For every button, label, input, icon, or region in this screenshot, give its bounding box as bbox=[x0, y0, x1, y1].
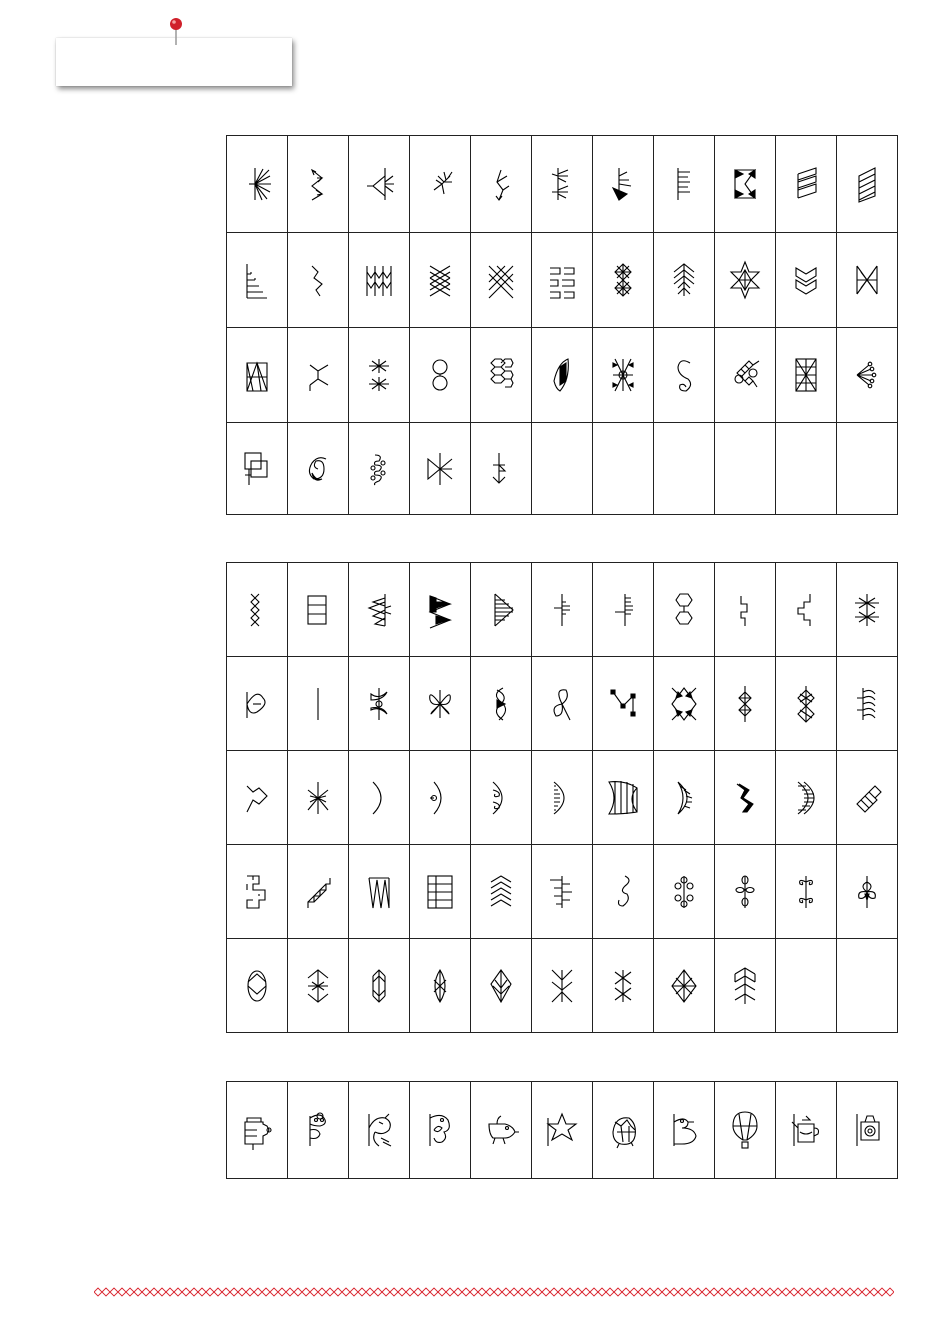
stitch-cell bbox=[410, 328, 471, 423]
triangle-ladder-stitch-icon bbox=[239, 353, 275, 397]
stitch-cell bbox=[471, 939, 532, 1033]
stitch-cell bbox=[532, 136, 593, 233]
stitch-cell bbox=[288, 939, 349, 1033]
stitch-cell bbox=[288, 845, 349, 939]
stitch-cell bbox=[288, 328, 349, 423]
stepped-triangle-stitch-icon bbox=[788, 162, 824, 206]
triangle-arrow-stitch-icon bbox=[361, 162, 397, 206]
flower-chain-stitch-icon bbox=[727, 870, 763, 914]
stitch-cell bbox=[715, 328, 776, 423]
bird-stitch-icon bbox=[483, 1108, 519, 1152]
branch-comb-stitch-icon bbox=[544, 870, 580, 914]
stitch-cell bbox=[837, 1082, 898, 1179]
stitch-cell bbox=[837, 233, 898, 328]
chevron-stack-stitch-icon bbox=[788, 258, 824, 302]
empty-cell bbox=[837, 423, 898, 515]
diamond-chain-stitch-icon bbox=[239, 588, 275, 632]
stitch-cell bbox=[532, 328, 593, 423]
stitch-cell bbox=[471, 751, 532, 845]
stitch-row bbox=[227, 233, 898, 328]
stitch-cell bbox=[349, 939, 410, 1033]
empty-cell bbox=[776, 939, 837, 1033]
star-stitch-icon bbox=[544, 1108, 580, 1152]
crescent-satin-stitch-icon bbox=[666, 776, 702, 820]
window-grid-stitch-icon bbox=[788, 353, 824, 397]
scroll-pair-stitch-icon bbox=[788, 870, 824, 914]
stitch-cell bbox=[837, 563, 898, 657]
stitch-cell bbox=[837, 845, 898, 939]
stitch-cell bbox=[227, 1082, 288, 1179]
bowtie-triangle-stitch-icon bbox=[422, 447, 458, 491]
stitch-cell bbox=[471, 845, 532, 939]
squirrel-stitch-icon bbox=[361, 1108, 397, 1152]
empty-cell bbox=[715, 423, 776, 515]
arc-ladder-stitch-icon bbox=[788, 776, 824, 820]
stitch-cell bbox=[227, 233, 288, 328]
lattice-diamond-stitch-icon bbox=[483, 258, 519, 302]
stitch-row bbox=[227, 845, 898, 939]
stitch-cell bbox=[410, 563, 471, 657]
stitch-cell bbox=[654, 939, 715, 1033]
teapot-stitch-icon bbox=[788, 1108, 824, 1152]
scroll-swirl-stitch-icon bbox=[361, 447, 397, 491]
stitch-cell bbox=[532, 939, 593, 1033]
camera-stitch-icon bbox=[849, 1108, 885, 1152]
decorative-border-stitch bbox=[94, 1286, 894, 1298]
stitch-cell bbox=[349, 423, 410, 515]
stepped-bars-stitch-icon bbox=[239, 258, 275, 302]
stitch-cell bbox=[227, 563, 288, 657]
stitch-cell bbox=[837, 328, 898, 423]
straight-line-stitch-icon bbox=[300, 682, 336, 726]
stitch-cell bbox=[288, 751, 349, 845]
stitch-cell bbox=[837, 657, 898, 751]
filled-arrow-stitch-icon bbox=[605, 162, 641, 206]
stitch-cell bbox=[654, 845, 715, 939]
stitch-cell bbox=[349, 563, 410, 657]
stitch-cell bbox=[227, 136, 288, 233]
feather-branch-stitch-icon bbox=[422, 162, 458, 206]
stitch-cell bbox=[837, 136, 898, 233]
stitch-cell bbox=[532, 845, 593, 939]
stitch-cell bbox=[776, 751, 837, 845]
stitch-cell bbox=[227, 657, 288, 751]
stitch-cell bbox=[593, 845, 654, 939]
elephant-stitch-icon bbox=[422, 1108, 458, 1152]
satin-triangle-stitch-icon bbox=[727, 162, 763, 206]
stitch-cell bbox=[288, 233, 349, 328]
pushpin-icon bbox=[166, 16, 186, 48]
diamond-spine-stitch-icon bbox=[788, 682, 824, 726]
stitch-cell bbox=[471, 136, 532, 233]
stitch-cell bbox=[715, 751, 776, 845]
stitch-cell bbox=[593, 751, 654, 845]
stitch-cell bbox=[471, 657, 532, 751]
stitch-cell bbox=[593, 136, 654, 233]
stitch-cell bbox=[410, 939, 471, 1033]
diamond-tie-stitch-icon bbox=[727, 682, 763, 726]
figure-eight-stitch-icon bbox=[483, 682, 519, 726]
chevron-tree-stitch-icon bbox=[666, 258, 702, 302]
fan-burst-stitch-icon bbox=[239, 162, 275, 206]
double-burst-stitch-icon bbox=[361, 353, 397, 397]
overlap-squares-stitch-icon bbox=[239, 447, 275, 491]
stitch-table-1 bbox=[226, 135, 898, 515]
stitch-cell bbox=[715, 845, 776, 939]
brick-wave-stitch-icon bbox=[544, 258, 580, 302]
snowflake-stitch-icon bbox=[849, 588, 885, 632]
arc-comb-stitch-icon bbox=[544, 776, 580, 820]
stitch-cell bbox=[715, 657, 776, 751]
stitch-cell bbox=[532, 751, 593, 845]
stitch-cell bbox=[410, 845, 471, 939]
stitch-row bbox=[227, 939, 898, 1033]
stitch-cell bbox=[288, 657, 349, 751]
stitch-cell bbox=[349, 845, 410, 939]
step-comb-stitch-icon bbox=[544, 588, 580, 632]
stitch-cell bbox=[654, 233, 715, 328]
stitch-cell bbox=[288, 563, 349, 657]
stitch-cell bbox=[715, 136, 776, 233]
empty-cell bbox=[654, 423, 715, 515]
empty-cell bbox=[776, 423, 837, 515]
turtle-stitch-icon bbox=[605, 1108, 641, 1152]
stitch-cell bbox=[776, 233, 837, 328]
stitch-cell bbox=[532, 233, 593, 328]
stitch-cell bbox=[715, 563, 776, 657]
stitch-row bbox=[227, 563, 898, 657]
arc-stitch-icon bbox=[361, 776, 397, 820]
bent-arrow-stitch-icon bbox=[483, 162, 519, 206]
zigzag-satin-stitch-icon bbox=[422, 588, 458, 632]
stitch-cell bbox=[349, 751, 410, 845]
stitch-row bbox=[227, 136, 898, 233]
compass-diamond-stitch-icon bbox=[666, 682, 702, 726]
flower-spray-stitch-icon bbox=[849, 353, 885, 397]
hook-curl-stitch-icon bbox=[605, 870, 641, 914]
chevron-stack-open-stitch-icon bbox=[483, 870, 519, 914]
x-diamond-stitch-icon bbox=[605, 964, 641, 1008]
double-feather-stitch-icon bbox=[544, 162, 580, 206]
woven-diamond-stitch-icon bbox=[422, 258, 458, 302]
hex-chain-stitch-icon bbox=[727, 353, 763, 397]
empty-cell bbox=[532, 423, 593, 515]
stitch-cell bbox=[654, 1082, 715, 1179]
stitch-cell bbox=[227, 845, 288, 939]
stitch-cell bbox=[471, 423, 532, 515]
stitch-cell bbox=[654, 751, 715, 845]
stitch-cell bbox=[227, 751, 288, 845]
clover-chain-stitch-icon bbox=[666, 870, 702, 914]
stitch-cell bbox=[471, 233, 532, 328]
stitch-cell bbox=[593, 657, 654, 751]
petal-pair-stitch-icon bbox=[544, 682, 580, 726]
empty-cell bbox=[837, 939, 898, 1033]
s-curl-stitch-icon bbox=[666, 353, 702, 397]
feather-fan-stitch-icon bbox=[300, 776, 336, 820]
wheat-arrow-stitch-icon bbox=[727, 964, 763, 1008]
stitch-cell bbox=[593, 328, 654, 423]
stitch-cell bbox=[654, 563, 715, 657]
half-satin-triangle-stitch-icon bbox=[483, 588, 519, 632]
stitch-cell bbox=[227, 328, 288, 423]
heart-stitch-icon bbox=[239, 682, 275, 726]
hot-air-balloon-stitch-icon bbox=[727, 1108, 763, 1152]
ladder-comb-stitch-icon bbox=[605, 588, 641, 632]
star-flower-stitch-icon bbox=[727, 258, 763, 302]
fleur-stitch-icon bbox=[849, 870, 885, 914]
comb-stitch-icon bbox=[666, 162, 702, 206]
bold-zigzag-stitch-icon bbox=[605, 682, 641, 726]
stitch-cell bbox=[410, 136, 471, 233]
stitch-table-2 bbox=[226, 562, 898, 1033]
stitch-cell bbox=[776, 328, 837, 423]
ornate-cross-stitch-icon bbox=[605, 353, 641, 397]
stitch-cell bbox=[410, 1082, 471, 1179]
arc-dot-stitch-icon bbox=[422, 776, 458, 820]
double-arrow-stitch-icon bbox=[300, 964, 336, 1008]
baby-bottle-stitch-icon bbox=[239, 1108, 275, 1152]
stitch-cell bbox=[776, 845, 837, 939]
y-fork-stitch-icon bbox=[300, 353, 336, 397]
stitch-cell bbox=[776, 136, 837, 233]
butterfly-stitch-icon bbox=[422, 682, 458, 726]
slanted-bars-stitch-icon bbox=[849, 162, 885, 206]
zigzag-line-stitch-icon bbox=[300, 258, 336, 302]
stitch-cell bbox=[715, 233, 776, 328]
stitch-cell bbox=[654, 136, 715, 233]
stitch-row bbox=[227, 328, 898, 423]
stitch-cell bbox=[227, 939, 288, 1033]
stitch-row bbox=[227, 751, 898, 845]
wave-zigzag-stitch-icon bbox=[239, 776, 275, 820]
stitch-cell bbox=[410, 233, 471, 328]
stitch-cell bbox=[349, 657, 410, 751]
duck-stitch-icon bbox=[666, 1108, 702, 1152]
x-branch-stitch-icon bbox=[544, 964, 580, 1008]
arc-swirl-stitch-icon bbox=[483, 776, 519, 820]
stitch-cell bbox=[349, 233, 410, 328]
diamond-zigzag-stitch-icon bbox=[849, 776, 885, 820]
step-stair-stitch-icon bbox=[788, 588, 824, 632]
stitch-cell bbox=[532, 1082, 593, 1179]
diagonal-steps-stitch-icon bbox=[300, 870, 336, 914]
stitch-cell bbox=[410, 423, 471, 515]
stitch-cell bbox=[776, 563, 837, 657]
arrow-down-stitch-icon bbox=[483, 447, 519, 491]
stitch-cell bbox=[410, 751, 471, 845]
double-arrow-zigzag-stitch-icon bbox=[300, 162, 336, 206]
stitch-cell bbox=[593, 1082, 654, 1179]
stitch-cell bbox=[837, 751, 898, 845]
chevron-columns-stitch-icon bbox=[361, 258, 397, 302]
arrow-leaf-stitch-icon bbox=[483, 964, 519, 1008]
spiral-swirl-stitch-icon bbox=[300, 447, 336, 491]
bow-knot-stitch-icon bbox=[361, 682, 397, 726]
grid-table-stitch-icon bbox=[422, 870, 458, 914]
stitch-row bbox=[227, 657, 898, 751]
leaf-satin-stitch-icon bbox=[544, 353, 580, 397]
stitch-cell bbox=[471, 328, 532, 423]
arrow-column-stitch-icon bbox=[361, 964, 397, 1008]
stitch-cell bbox=[349, 136, 410, 233]
crossed-star-stitch-icon bbox=[849, 258, 885, 302]
stitch-cell bbox=[532, 563, 593, 657]
stitch-cell bbox=[349, 1082, 410, 1179]
stitch-cell bbox=[776, 1082, 837, 1179]
stitch-cell bbox=[532, 657, 593, 751]
stitch-cell bbox=[715, 1082, 776, 1179]
stitch-cell bbox=[593, 939, 654, 1033]
stitch-cell bbox=[593, 233, 654, 328]
seed-leaf-stitch-icon bbox=[422, 964, 458, 1008]
arc-panel-stitch-icon bbox=[605, 776, 641, 820]
stitch-cell bbox=[471, 563, 532, 657]
stitch-cell bbox=[288, 136, 349, 233]
stitch-cell bbox=[715, 939, 776, 1033]
stitch-cell bbox=[776, 657, 837, 751]
stitch-cell bbox=[654, 657, 715, 751]
stitch-cell bbox=[227, 423, 288, 515]
honeycomb-stitch-icon bbox=[483, 353, 519, 397]
stitch-cell bbox=[593, 563, 654, 657]
stitch-table-3 bbox=[226, 1081, 898, 1179]
teddy-face-stitch-icon bbox=[300, 1108, 336, 1152]
scallop-side-stitch-icon bbox=[849, 682, 885, 726]
stitch-row bbox=[227, 1082, 898, 1179]
stitch-cell bbox=[349, 328, 410, 423]
stitch-cell bbox=[654, 328, 715, 423]
w-satin-stitch-icon bbox=[361, 870, 397, 914]
stitch-row bbox=[227, 423, 898, 515]
double-circle-stitch-icon bbox=[422, 353, 458, 397]
stitch-cell bbox=[410, 657, 471, 751]
wavy-satin-stitch-icon bbox=[727, 776, 763, 820]
box-bars-stitch-icon bbox=[300, 588, 336, 632]
double-diamond-stitch-icon bbox=[605, 258, 641, 302]
maze-stitch-icon bbox=[239, 870, 275, 914]
stitch-cell bbox=[471, 1082, 532, 1179]
arrow-fan-stitch-icon bbox=[361, 588, 397, 632]
oval-leaf-stitch-icon bbox=[239, 964, 275, 1008]
step-line-stitch-icon bbox=[727, 588, 763, 632]
hexagon-chain-stitch-icon bbox=[666, 588, 702, 632]
empty-cell bbox=[593, 423, 654, 515]
diamond-x-stitch-icon bbox=[666, 964, 702, 1008]
stitch-cell bbox=[288, 1082, 349, 1179]
stitch-cell bbox=[288, 423, 349, 515]
